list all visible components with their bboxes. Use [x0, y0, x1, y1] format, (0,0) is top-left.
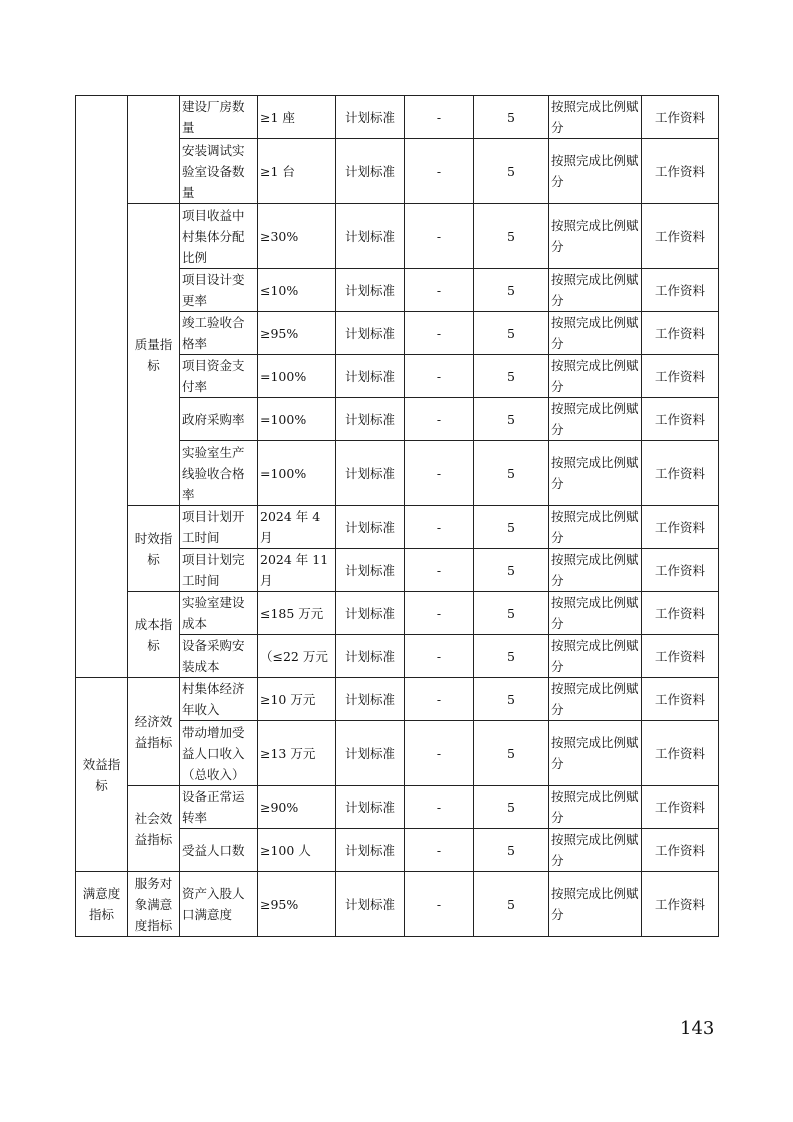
target-cell: =100%	[258, 355, 336, 398]
source-cell: 工作资料	[642, 829, 719, 872]
source-cell: 工作资料	[642, 506, 719, 549]
method-cell: 按照完成比例赋分	[549, 786, 642, 829]
target-cell: ≥95%	[258, 872, 336, 937]
dash-cell: -	[405, 355, 474, 398]
performance-indicator-table	[75, 95, 719, 937]
standard-cell: 计划标准	[336, 549, 405, 592]
target-cell: ≥30%	[258, 204, 336, 269]
standard-cell: 计划标准	[336, 398, 405, 441]
dash-cell: -	[405, 786, 474, 829]
target-cell: ≥100 人	[258, 829, 336, 872]
score-cell: 5	[474, 549, 549, 592]
dash-cell: -	[405, 506, 474, 549]
source-cell: 工作资料	[642, 872, 719, 937]
indicator-cell: 建设厂房数量	[180, 96, 258, 139]
method-cell: 按照完成比例赋分	[549, 398, 642, 441]
target-cell: ≥13 万元	[258, 721, 336, 786]
method-cell: 按照完成比例赋分	[549, 829, 642, 872]
method-cell: 按照完成比例赋分	[549, 635, 642, 678]
score-cell: 5	[474, 786, 549, 829]
method-cell: 按照完成比例赋分	[549, 204, 642, 269]
target-cell: 2024 年 4 月	[258, 506, 336, 549]
score-cell: 5	[474, 829, 549, 872]
standard-cell: 计划标准	[336, 786, 405, 829]
indicator-cell: 项目收益中村集体分配比例	[180, 204, 258, 269]
method-cell: 按照完成比例赋分	[549, 355, 642, 398]
source-cell: 工作资料	[642, 312, 719, 355]
method-cell: 按照完成比例赋分	[549, 506, 642, 549]
score-cell: 5	[474, 872, 549, 937]
method-cell: 按照完成比例赋分	[549, 549, 642, 592]
method-cell: 按照完成比例赋分	[549, 872, 642, 937]
indicator-cell: 实验室建设成本	[180, 592, 258, 635]
table-row	[76, 786, 719, 829]
source-cell: 工作资料	[642, 678, 719, 721]
score-cell: 5	[474, 506, 549, 549]
standard-cell: 计划标准	[336, 829, 405, 872]
dash-cell: -	[405, 312, 474, 355]
source-cell: 工作资料	[642, 441, 719, 506]
standard-cell: 计划标准	[336, 204, 405, 269]
source-cell: 工作资料	[642, 204, 719, 269]
score-cell: 5	[474, 269, 549, 312]
source-cell: 工作资料	[642, 721, 719, 786]
indicator-cell: 资产入股人口满意度	[180, 872, 258, 937]
method-cell: 按照完成比例赋分	[549, 592, 642, 635]
method-cell: 按照完成比例赋分	[549, 96, 642, 139]
level2-cell: 经济效益指标	[128, 678, 180, 786]
score-cell: 5	[474, 204, 549, 269]
standard-cell: 计划标准	[336, 96, 405, 139]
indicator-cell: 受益人口数	[180, 829, 258, 872]
standard-cell: 计划标准	[336, 269, 405, 312]
score-cell: 5	[474, 355, 549, 398]
indicator-cell: 村集体经济年收入	[180, 678, 258, 721]
score-cell: 5	[474, 635, 549, 678]
level2-cell: 社会效益指标	[128, 786, 180, 872]
level1-cell	[76, 96, 128, 678]
score-cell: 5	[474, 678, 549, 721]
method-cell: 按照完成比例赋分	[549, 269, 642, 312]
standard-cell: 计划标准	[336, 592, 405, 635]
dash-cell: -	[405, 549, 474, 592]
standard-cell: 计划标准	[336, 312, 405, 355]
table-row	[76, 872, 719, 937]
target-cell: ≥10 万元	[258, 678, 336, 721]
score-cell: 5	[474, 96, 549, 139]
indicator-cell: 项目计划完工时间	[180, 549, 258, 592]
indicator-cell: 项目设计变更率	[180, 269, 258, 312]
dash-cell: -	[405, 678, 474, 721]
target-cell: ≥1 台	[258, 139, 336, 204]
source-cell: 工作资料	[642, 269, 719, 312]
target-cell: ≤185 万元	[258, 592, 336, 635]
source-cell: 工作资料	[642, 139, 719, 204]
score-cell: 5	[474, 592, 549, 635]
table-row	[76, 678, 719, 721]
method-cell: 按照完成比例赋分	[549, 721, 642, 786]
dash-cell: -	[405, 139, 474, 204]
target-cell: ≤10%	[258, 269, 336, 312]
indicator-cell: 设备正常运转率	[180, 786, 258, 829]
standard-cell: 计划标准	[336, 678, 405, 721]
indicator-cell: 带动增加受益人口收入（总收入）	[180, 721, 258, 786]
standard-cell: 计划标准	[336, 506, 405, 549]
level1-cell: 效益指标	[76, 678, 128, 872]
method-cell: 按照完成比例赋分	[549, 441, 642, 506]
dash-cell: -	[405, 635, 474, 678]
dash-cell: -	[405, 398, 474, 441]
dash-cell: -	[405, 204, 474, 269]
dash-cell: -	[405, 269, 474, 312]
source-cell: 工作资料	[642, 549, 719, 592]
dash-cell: -	[405, 96, 474, 139]
standard-cell: 计划标准	[336, 872, 405, 937]
standard-cell: 计划标准	[336, 721, 405, 786]
level2-cell: 服务对象满意度指标	[128, 872, 180, 937]
indicator-cell: 项目资金支付率	[180, 355, 258, 398]
source-cell: 工作资料	[642, 355, 719, 398]
score-cell: 5	[474, 139, 549, 204]
level2-cell: 时效指标	[128, 506, 180, 592]
score-cell: 5	[474, 721, 549, 786]
target-cell: ≥95%	[258, 312, 336, 355]
score-cell: 5	[474, 441, 549, 506]
method-cell: 按照完成比例赋分	[549, 312, 642, 355]
dash-cell: -	[405, 592, 474, 635]
standard-cell: 计划标准	[336, 139, 405, 204]
score-cell: 5	[474, 312, 549, 355]
dash-cell: -	[405, 829, 474, 872]
score-cell: 5	[474, 398, 549, 441]
target-cell: （≤22 万元	[258, 635, 336, 678]
source-cell: 工作资料	[642, 786, 719, 829]
level1-cell: 满意度指标	[76, 872, 128, 937]
dash-cell: -	[405, 441, 474, 506]
dash-cell: -	[405, 721, 474, 786]
page-number: 143	[680, 1018, 715, 1039]
table-row	[76, 204, 719, 269]
level2-cell	[128, 96, 180, 204]
indicator-cell: 竣工验收合格率	[180, 312, 258, 355]
method-cell: 按照完成比例赋分	[549, 139, 642, 204]
method-cell: 按照完成比例赋分	[549, 678, 642, 721]
standard-cell: 计划标准	[336, 355, 405, 398]
standard-cell: 计划标准	[336, 441, 405, 506]
indicator-cell: 项目计划开工时间	[180, 506, 258, 549]
indicator-cell: 设备采购安装成本	[180, 635, 258, 678]
table-row	[76, 506, 719, 549]
source-cell: 工作资料	[642, 592, 719, 635]
table-row	[76, 592, 719, 635]
source-cell: 工作资料	[642, 635, 719, 678]
indicator-cell: 安装调试实验室设备数量	[180, 139, 258, 204]
indicator-cell: 政府采购率	[180, 398, 258, 441]
level2-cell: 质量指标	[128, 204, 180, 506]
source-cell: 工作资料	[642, 398, 719, 441]
target-cell: =100%	[258, 441, 336, 506]
source-cell: 工作资料	[642, 96, 719, 139]
target-cell: 2024 年 11 月	[258, 549, 336, 592]
indicator-cell: 实验室生产线验收合格率	[180, 441, 258, 506]
target-cell: =100%	[258, 398, 336, 441]
table-row	[76, 96, 719, 139]
standard-cell: 计划标准	[336, 635, 405, 678]
dash-cell: -	[405, 872, 474, 937]
target-cell: ≥90%	[258, 786, 336, 829]
target-cell: ≥1 座	[258, 96, 336, 139]
level2-cell: 成本指标	[128, 592, 180, 678]
